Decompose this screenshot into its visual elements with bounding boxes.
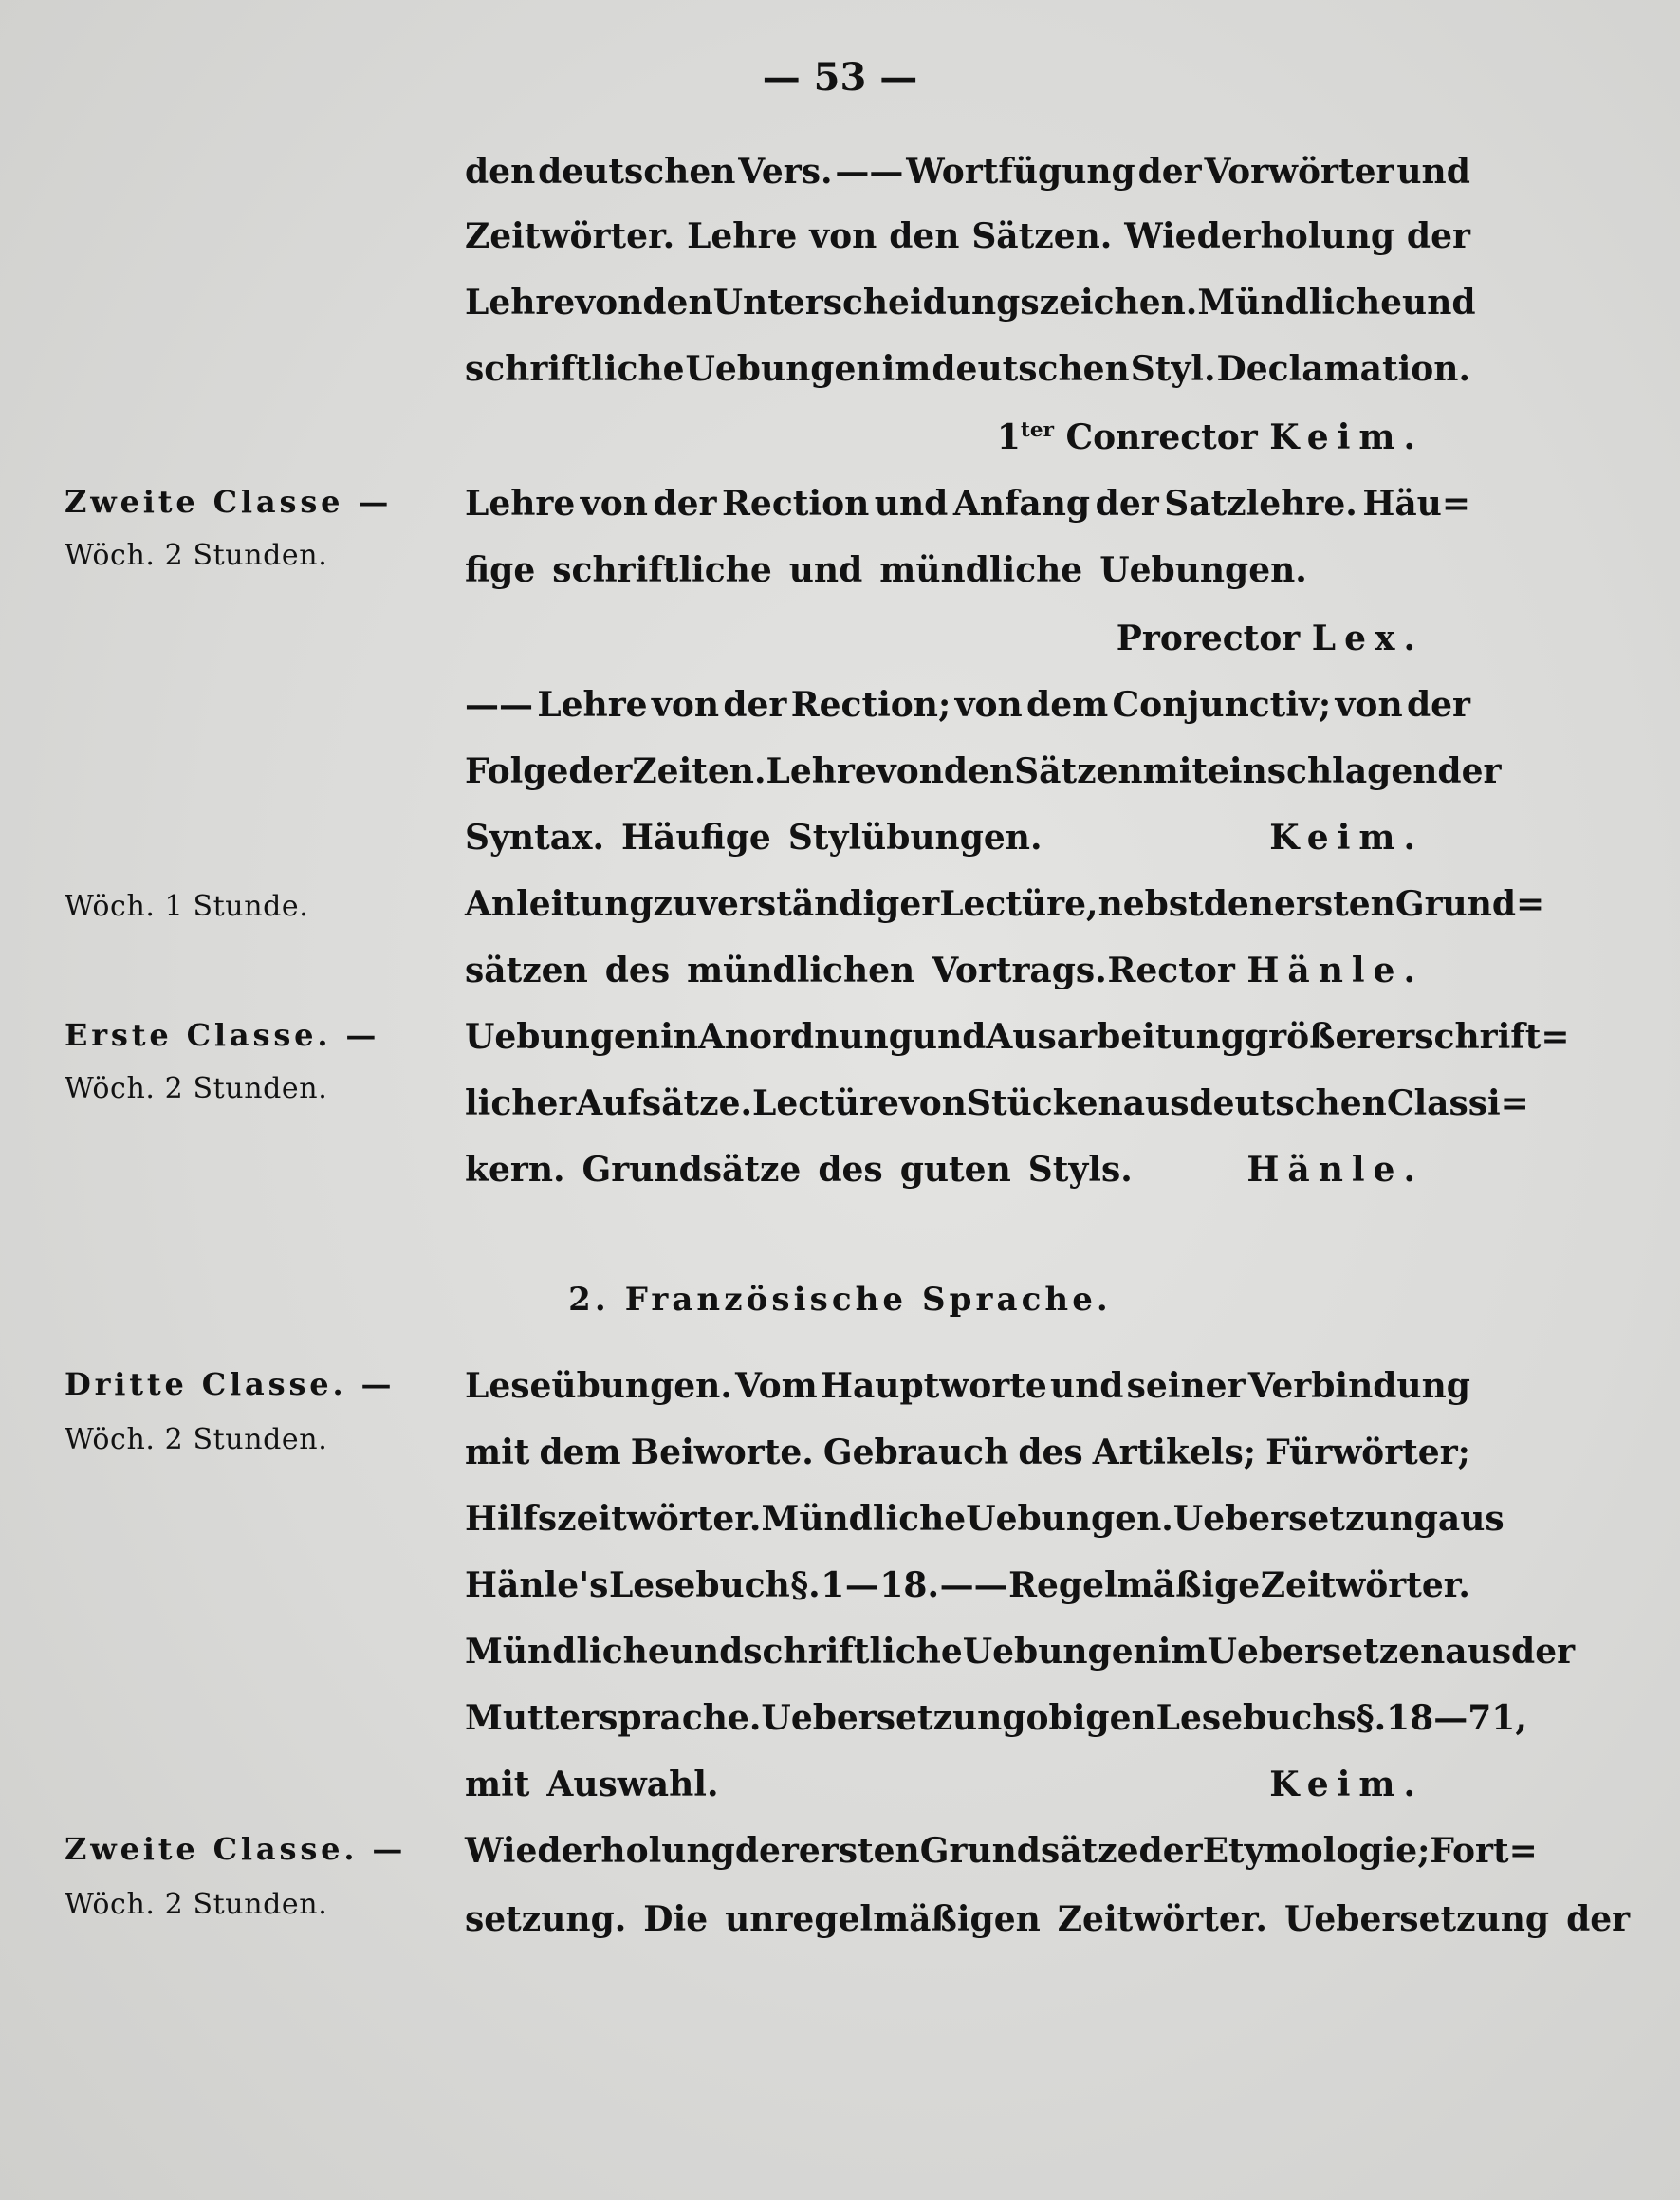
text-word: und: [788, 550, 863, 590]
text-word: im: [881, 349, 932, 389]
text-word: Stücken: [966, 1083, 1123, 1123]
text-word: und: [1402, 283, 1476, 323]
hours-label: Wöch. 2 Stunden.: [65, 1072, 328, 1105]
text-word: Auswahl.: [546, 1765, 719, 1804]
text-word: Hilfszeitwörter.: [465, 1499, 762, 1539]
text-word: Häufige: [621, 818, 771, 858]
text-word: Artikels;: [1092, 1433, 1257, 1472]
text-word: der: [1137, 152, 1202, 192]
text-word: Stylübungen.: [787, 818, 1043, 858]
text-word: aus: [1122, 1083, 1190, 1123]
text-word: mit: [1142, 751, 1209, 791]
text-word: mündlichen: [687, 951, 915, 990]
text-word: Zeitwörter.: [1057, 1899, 1267, 1939]
page-number: — 53 —: [762, 55, 918, 100]
class-label: Zweite Classe —: [65, 484, 393, 520]
text-word: —: [1433, 1698, 1468, 1738]
text-line: [465, 216, 1470, 256]
text-word: von: [575, 283, 643, 323]
text-word: der: [1138, 1831, 1203, 1871]
text-word: ——: [465, 685, 533, 725]
text-line: [465, 152, 1470, 192]
text-word: Vortrags.: [932, 951, 1107, 990]
text-word: 1: [821, 1565, 845, 1605]
text-word: Grundsätze: [582, 1150, 802, 1190]
text-word: 18: [1386, 1698, 1434, 1738]
text-word: Uebungen.: [966, 1499, 1173, 1539]
text-word: Lectüre,: [939, 884, 1098, 924]
text-word: Zeitwörter.: [1260, 1565, 1470, 1605]
text-word: Etymologie;: [1202, 1831, 1431, 1871]
text-word: guten: [899, 1150, 1011, 1190]
text-word: Die: [643, 1899, 709, 1939]
text-word: von: [876, 751, 944, 791]
text-word: Unterscheidungszeichen.: [712, 283, 1198, 323]
text-word: des: [818, 1150, 883, 1190]
text-line: [465, 1831, 1538, 1871]
text-word: ——: [835, 152, 904, 192]
text-word: dem: [1026, 685, 1109, 725]
text-word: Zeiten.: [632, 751, 766, 791]
text-word: fige: [465, 550, 536, 590]
text-word: Folge: [465, 751, 569, 791]
text-word: von: [954, 685, 1023, 725]
text-line: [465, 1632, 1576, 1672]
text-word: 18.: [879, 1565, 940, 1605]
text-word: ersten: [798, 1831, 920, 1871]
text-word: seiner: [1126, 1366, 1246, 1406]
signature-title: Prorector: [1116, 619, 1312, 658]
signature: [1269, 818, 1424, 858]
text-word: der: [1511, 1632, 1576, 1672]
text-word: Hauptworte: [820, 1366, 1047, 1406]
text-word: einschlagender: [1208, 751, 1502, 791]
text-word: Sätzen.: [971, 216, 1113, 256]
hours-label: Wöch. 2 Stunden.: [65, 539, 328, 572]
signature-name: Lex.: [1311, 619, 1424, 658]
text-line: [465, 1083, 1529, 1123]
text-word: der: [1406, 216, 1470, 256]
text-line: [465, 1366, 1470, 1406]
text-word: Uebungen: [962, 1632, 1158, 1672]
text-word: Rection;: [790, 685, 951, 725]
text-word: Wiederholung: [1124, 216, 1395, 256]
text-word: der: [1566, 1899, 1631, 1939]
signature-title: Rector: [1107, 951, 1247, 990]
text-word: und: [1396, 152, 1470, 192]
text-word: Sätzen: [1014, 751, 1143, 791]
text-line: [465, 484, 1470, 524]
text-word: Leseübungen.: [465, 1366, 732, 1406]
class-label: Erste Classe. —: [65, 1017, 380, 1053]
text-word: von: [1335, 685, 1403, 725]
text-word: den: [1203, 884, 1274, 924]
text-word: von: [898, 1083, 967, 1123]
text-word: Wortfügung: [906, 152, 1135, 192]
text-word: Häu=: [1362, 484, 1470, 524]
text-word: den: [642, 283, 713, 323]
text-word: von: [809, 216, 877, 256]
text-word: verständiger: [697, 884, 940, 924]
text-word: Vorwörter: [1204, 152, 1394, 192]
text-line: [465, 1698, 1527, 1738]
text-line: [465, 1017, 1570, 1057]
text-word: Vom: [735, 1366, 818, 1406]
text-word: Aufsätze.: [576, 1083, 753, 1123]
text-word: Uebungen.: [1099, 550, 1307, 590]
text-word: den: [889, 216, 960, 256]
text-word: mit: [465, 1765, 530, 1804]
text-word: Gebrauch: [822, 1433, 1009, 1472]
text-word: Grund=: [1394, 884, 1545, 924]
text-word: der: [1095, 484, 1159, 524]
text-line: [465, 751, 1502, 791]
text-word: Conjunctiv;: [1112, 685, 1332, 725]
text-line: [465, 550, 1470, 590]
text-word: deutschen: [932, 349, 1130, 389]
text-word: Hänle's: [465, 1565, 609, 1605]
signature-name: Hänle.: [1246, 951, 1424, 990]
text-line: [465, 283, 1476, 323]
text-word: Anfang: [952, 484, 1091, 524]
class-label: Dritte Classe. —: [65, 1366, 396, 1402]
text-word: Lectüre: [752, 1083, 899, 1123]
text-word: dem: [539, 1433, 621, 1472]
text-word: mündliche: [879, 550, 1083, 590]
text-word: Verbindung: [1247, 1366, 1470, 1406]
text-word: schriftliche: [552, 550, 772, 590]
text-word: Zeitwörter.: [465, 216, 675, 256]
hours-label: Wöch. 2 Stunden.: [65, 1423, 328, 1456]
signature: [1269, 1765, 1424, 1804]
text-word: den: [943, 751, 1015, 791]
text-word: Uebersetzen: [1207, 1632, 1446, 1672]
text-word: unregelmäßigen: [725, 1899, 1041, 1939]
signature-ordinal: 1: [996, 417, 1021, 457]
text-word: nebst: [1098, 884, 1204, 924]
text-line: [465, 1433, 1470, 1472]
text-word: des: [1018, 1433, 1083, 1472]
text-word: —: [844, 1565, 879, 1605]
signature: [1117, 619, 1424, 658]
text-word: Satzlehre.: [1164, 484, 1357, 524]
text-word: aus: [1445, 1632, 1512, 1672]
text-word: sätzen: [465, 951, 588, 990]
text-line: [465, 884, 1545, 924]
text-word: Lehre: [766, 751, 877, 791]
text-word: Fort=: [1430, 1831, 1538, 1871]
signature: [1107, 951, 1424, 990]
text-word: und: [669, 1632, 744, 1672]
text-word: Vers.: [738, 152, 833, 192]
text-word: Uebersetzung: [1283, 1899, 1550, 1939]
text-word: 71,: [1468, 1698, 1527, 1738]
text-word: Classi=: [1386, 1083, 1529, 1123]
text-word: schrift=: [1414, 1017, 1570, 1057]
signature-name: Hänle.: [1246, 1150, 1424, 1190]
text-line: [465, 1499, 1505, 1539]
text-word: ersten: [1273, 884, 1395, 924]
text-word: von: [651, 685, 720, 725]
text-word: des: [604, 951, 671, 990]
text-word: Lesebuchs: [1155, 1698, 1357, 1738]
signature-title: Conrector: [1065, 417, 1270, 457]
text-word: Declamation.: [1216, 349, 1470, 389]
signature-name: Keim.: [1269, 417, 1424, 457]
signature: [997, 417, 1424, 457]
text-word: Ausarbeitung: [986, 1017, 1245, 1057]
text-word: Lehre: [537, 685, 648, 725]
text-word: der: [723, 685, 787, 725]
signature: [1246, 1150, 1424, 1190]
text-word: Styls.: [1027, 1150, 1133, 1190]
text-word: Anleitung: [465, 884, 654, 924]
signature-name: Keim.: [1269, 818, 1424, 858]
text-word: schriftliche: [465, 349, 685, 389]
text-word: schriftliche: [743, 1632, 963, 1672]
text-word: der: [1406, 685, 1470, 725]
text-word: der: [568, 751, 633, 791]
section-heading: 2. Französische Sprache.: [568, 1281, 1112, 1319]
text-word: Mündliche: [465, 1632, 670, 1672]
text-word: größerer: [1245, 1017, 1415, 1057]
text-word: §.: [1356, 1698, 1387, 1738]
text-word: Lesebuch: [608, 1565, 790, 1605]
text-word: Mündliche: [761, 1499, 967, 1539]
text-word: Uebungen: [685, 349, 881, 389]
text-word: Uebungen: [465, 1017, 661, 1057]
text-word: zu: [653, 884, 698, 924]
text-word: den: [465, 152, 536, 192]
hours-label: Wöch. 1 Stunde.: [65, 890, 309, 923]
text-word: Lehre: [687, 216, 798, 256]
text-word: deutschen: [538, 152, 736, 192]
text-word: ——: [939, 1565, 1008, 1605]
text-word: und: [874, 484, 949, 524]
signature-ordinal-suffix: ter: [1020, 418, 1054, 442]
text-line: [465, 1899, 1631, 1939]
text-word: der: [653, 484, 717, 524]
text-word: Muttersprache.: [465, 1698, 762, 1738]
text-line: [465, 1565, 1470, 1605]
text-word: Uebersetzung: [761, 1698, 1026, 1738]
text-word: obigen: [1025, 1698, 1156, 1738]
text-word: Uebersetzung: [1172, 1499, 1438, 1539]
text-word: Mündliche: [1197, 283, 1403, 323]
text-word: Grundsätze: [919, 1831, 1139, 1871]
text-word: deutschen: [1189, 1083, 1387, 1123]
text-line: [465, 685, 1470, 725]
text-word: Beiworte.: [630, 1433, 814, 1472]
text-word: setzung.: [465, 1899, 627, 1939]
text-word: Anordnung: [697, 1017, 913, 1057]
signature-name: Keim.: [1269, 1765, 1424, 1804]
text-word: aus: [1437, 1499, 1505, 1539]
text-word: Lehre: [465, 484, 576, 524]
text-word: der: [734, 1831, 799, 1871]
text-word: von: [580, 484, 648, 524]
text-word: Syntax.: [465, 818, 605, 858]
text-word: kern.: [465, 1150, 565, 1190]
text-word: licher: [465, 1083, 577, 1123]
text-word: Rection: [722, 484, 870, 524]
text-word: Lehre: [465, 283, 576, 323]
text-line: [465, 349, 1470, 389]
text-word: im: [1157, 1632, 1208, 1672]
text-word: und: [1049, 1366, 1124, 1406]
text-word: Regelmäßige: [1008, 1565, 1261, 1605]
text-word: mit: [465, 1433, 530, 1472]
text-word: §.: [790, 1565, 821, 1605]
class-label: Zweite Classe. —: [65, 1831, 407, 1867]
text-word: in: [660, 1017, 698, 1057]
text-word: Wiederholung: [465, 1831, 735, 1871]
hours-label: Wöch. 2 Stunden.: [65, 1888, 328, 1921]
text-word: Fürwörter;: [1265, 1433, 1470, 1472]
text-word: Styl.: [1130, 349, 1216, 389]
text-word: und: [912, 1017, 987, 1057]
